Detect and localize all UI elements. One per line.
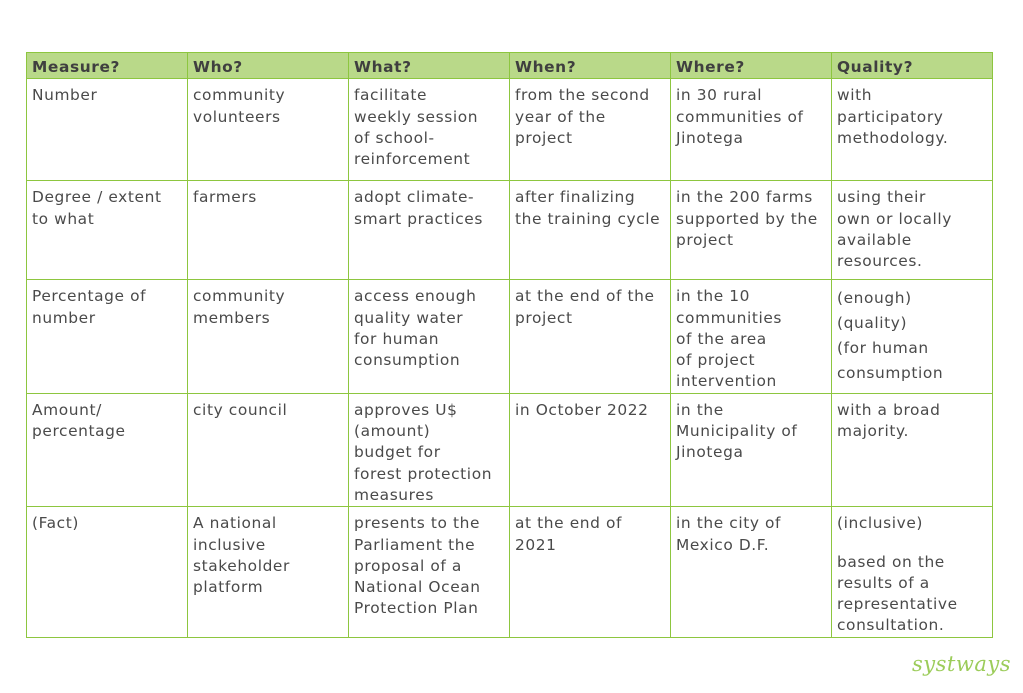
cell-when [510,507,671,637]
cell-line: communities [676,308,783,327]
cell-line: Number [32,86,98,105]
cell-line: (Fact) [32,514,79,533]
cell-line: community [193,86,286,105]
cell-line: inclusive [193,535,266,554]
header-when: When? [510,53,671,79]
cell-line: consumption [354,351,461,370]
cell-line: in the 10 [676,287,751,306]
cell-line: using their [837,188,926,207]
cell-line: for human [354,329,440,348]
cell-line: (for human [837,339,929,358]
cell-line: consumption [837,364,944,383]
cell-when [510,280,671,393]
cell-quality [832,507,993,637]
cell-line: proposal of a [354,556,462,575]
cell-line: of project [676,351,756,370]
cell-line: smart practices [354,209,483,228]
cell-line: (inclusive) [837,514,924,533]
cell-where [671,79,832,181]
cell-line: Parliament the [354,535,476,554]
cell-line: supported by the [676,209,818,228]
cell-measure [27,280,188,393]
cell-line: in October 2022 [515,400,649,419]
cell-line: methodology. [837,128,949,147]
systways-logo: systways [912,652,1011,676]
cell-line: facilitate [354,86,428,105]
cell-line: volunteers [193,107,281,126]
cell-quality [832,181,993,280]
cell-line: forest protection [354,464,493,483]
cell-line: community [193,287,286,306]
cell-where [671,507,832,637]
cell-line: approves U$ [354,400,458,419]
cell-line: farmers [193,188,257,207]
cell-line: weekly session [354,107,479,126]
cell-line: in 30 rural [676,86,763,105]
cell-line: Protection Plan [354,599,479,618]
cell-line: results of a [837,573,930,592]
cell-line: percentage [32,422,126,441]
cell-line: with a broad [837,400,941,419]
cell-quality [832,280,993,393]
cell-line: Degree / extent [32,188,162,207]
cell-line: available [837,230,912,249]
cell-line: in the 200 farms [676,188,813,207]
table-row [27,393,993,506]
cell-line: 2021 [515,535,557,554]
cell-line [837,535,988,552]
cell-who [188,393,349,506]
header-who: Who? [188,53,349,79]
cell-measure [27,79,188,181]
table-row [27,181,993,280]
cell-line: communities of [676,107,804,126]
cell-what [349,79,510,181]
cell-line: Jinotega [676,443,744,462]
cell-line: intervention [676,372,777,391]
cell-when [510,393,671,506]
cell-what [349,280,510,393]
cell-line: at the end of [515,514,623,533]
cell-quality [832,393,993,506]
cell-line: of school- [354,128,435,147]
cell-line: in the [676,400,724,419]
cell-line: Percentage of [32,287,147,306]
header-measure: Measure? [27,53,188,79]
cell-who [188,280,349,393]
measures-table [26,52,993,638]
cell-what [349,507,510,637]
header-what: What? [349,53,510,79]
cell-line: (amount) [354,422,431,441]
cell-line: resources. [837,252,923,271]
cell-what [349,181,510,280]
cell-line: project [676,230,734,249]
cell-when [510,181,671,280]
cell-line: at the end of the [515,287,655,306]
cell-line: majority. [837,422,909,441]
cell-line: of the area [676,329,767,348]
cell-line: budget for [354,443,441,462]
cell-line: the training cycle [515,209,661,228]
table-row [27,79,993,181]
cell-line: members [193,308,271,327]
cell-line: stakeholder [193,556,290,575]
cell-line: based on the [837,552,945,571]
cell-what [349,393,510,506]
cell-line: (enough) [837,289,912,308]
cell-quality [832,79,993,181]
cell-line: project [515,128,573,147]
cell-line: presents to the [354,514,481,533]
cell-line: number [32,308,96,327]
cell-line: platform [193,578,264,597]
cell-line: participatory [837,107,944,126]
cell-when [510,79,671,181]
cell-line: adopt climate- [354,188,475,207]
cell-line: (quality) [837,314,908,333]
cell-line: A national [193,514,277,533]
cell-line: Municipality of [676,422,798,441]
cell-line: reinforcement [354,150,471,169]
cell-measure [27,181,188,280]
cell-where [671,393,832,506]
cell-where [671,280,832,393]
cell-where [671,181,832,280]
cell-line: consultation. [837,616,945,635]
header-quality: Quality? [832,53,993,79]
header-where: Where? [671,53,832,79]
cell-line: with [837,86,873,105]
cell-measure [27,393,188,506]
cell-measure [27,507,188,637]
cell-line: year of the [515,107,606,126]
cell-line: access enough [354,287,477,306]
cell-line: Amount/ [32,400,102,419]
cell-who [188,181,349,280]
cell-line: representative [837,595,958,614]
cell-line: city council [193,400,288,419]
cell-line: to what [32,209,95,228]
cell-line: own or locally [837,209,952,228]
cell-line: after finalizing [515,188,636,207]
cell-line: Mexico D.F. [676,535,770,554]
header-row [27,53,993,79]
cell-who [188,79,349,181]
table-row [27,507,993,637]
cell-line: in the city of [676,514,782,533]
cell-line: Jinotega [676,128,744,147]
cell-line: project [515,308,573,327]
cell-line: quality water [354,308,464,327]
cell-who [188,507,349,637]
cell-line: from the second [515,86,650,105]
table-row [27,280,993,393]
cell-line: measures [354,485,434,504]
cell-line: National Ocean [354,578,481,597]
